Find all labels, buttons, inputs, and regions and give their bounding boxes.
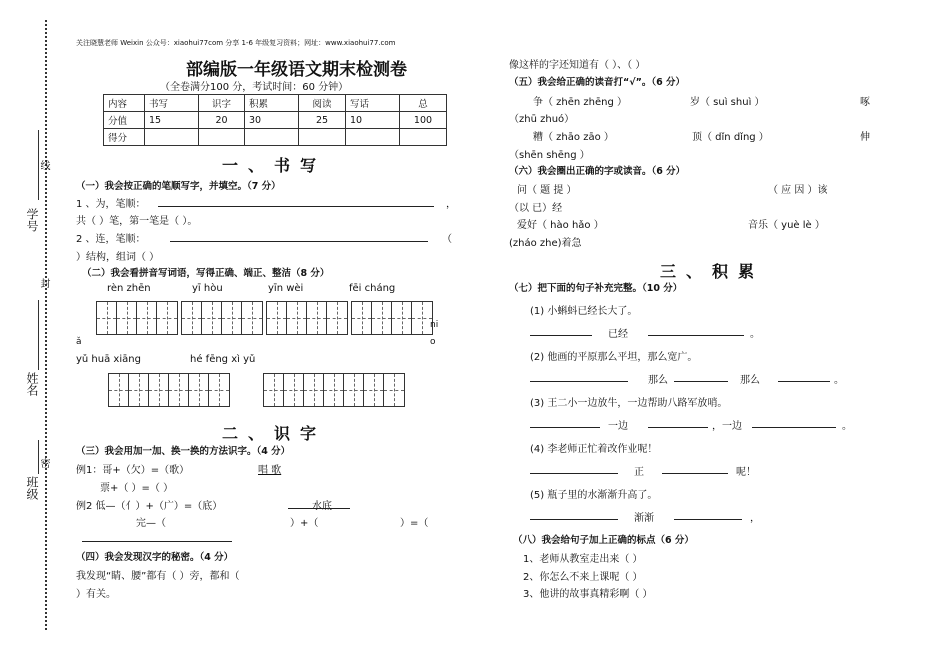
ex1-line2: 票+（ ）=（ ） <box>100 483 174 494</box>
top-line: 像这样的字还知道有（ ）、（ ） <box>509 60 646 71</box>
feng-mark: 封 <box>38 278 49 288</box>
mi-mark: 密 <box>38 458 49 468</box>
q5-row3c: 伸 <box>860 132 870 143</box>
fill-line[interactable] <box>530 381 628 382</box>
table-cell: 100 <box>400 112 447 129</box>
punct: 。 <box>834 375 844 386</box>
ex2-answer-line[interactable] <box>82 541 232 542</box>
sentence-1: (1) 小蝌蚪已经长大了。 <box>530 306 638 317</box>
banji-line <box>38 440 39 474</box>
q6-row1b[interactable]: （ 应 因 ）该 <box>768 185 828 196</box>
fill-line[interactable] <box>752 427 836 428</box>
punct: 。 <box>750 329 760 340</box>
q6-row4[interactable]: (zháo zhe)着急 <box>509 238 582 249</box>
page-subtitle: （全卷满分100 分，考试时间：60 分钟） <box>160 82 349 93</box>
fill-line[interactable] <box>530 473 618 474</box>
xian-mark: 线 <box>38 160 49 170</box>
fill-line[interactable] <box>530 335 592 336</box>
table-cell: 积累 <box>245 95 299 112</box>
q6-row3a[interactable]: 爱好（ hào hǎo ） <box>517 220 604 231</box>
score-input-cell[interactable] <box>145 129 199 146</box>
score-input-cell[interactable] <box>346 129 400 146</box>
score-input-cell[interactable] <box>199 129 245 146</box>
score-input-cell[interactable] <box>245 129 299 146</box>
ex2-line2-b: ）+（ <box>290 518 319 529</box>
writing-grid[interactable] <box>351 301 433 335</box>
sentence-4-fill2: 呢！ <box>736 467 756 478</box>
ex2-answer-underline <box>288 508 350 509</box>
q5-row3b[interactable]: 顶（ dǐn dǐng ） <box>692 132 769 143</box>
writing-grid[interactable] <box>266 301 348 335</box>
sentence-2-fill2: 那么 <box>740 375 760 386</box>
sentence-4: (4) 李老师正忙着改作业呢！ <box>530 444 658 455</box>
sentence-3-fill1: 一边 <box>608 421 628 432</box>
ex2-line2-c: ）=（ <box>400 518 429 529</box>
sentence-4-fill1: 正 <box>634 467 644 478</box>
q1-answer-line1[interactable] <box>158 206 434 207</box>
punct-sentence-1[interactable]: 1、老师从教室走出来（ ） <box>523 554 643 565</box>
sentence-3: (3) 王二小一边放牛，一边帮助八路军放哨。 <box>530 398 728 409</box>
xingming-label: 姓名 <box>25 372 39 396</box>
fill-line[interactable] <box>674 381 728 382</box>
q5-row2[interactable]: （zhū zhuó） <box>509 114 575 125</box>
q2-title: （二）我会看拼音写词语，写得正确、端正、整洁（8 分） <box>82 268 330 279</box>
section3-heading: 三、积累 <box>660 262 765 281</box>
section2-heading: 二、识字 <box>222 424 327 443</box>
punct: 。 <box>842 421 852 432</box>
table-cell: 阅读 <box>299 95 346 112</box>
fill-line[interactable] <box>530 427 600 428</box>
q3-title: （三）我会用加一加、换一换的方法识字。（4 分） <box>76 446 291 457</box>
q5-row3a[interactable]: 糟（ zhāo zāo ） <box>533 132 614 143</box>
ex1-label: 例1：哥+（欠）=（歌） <box>76 465 190 476</box>
pinyin-word: yīn wèi <box>268 283 304 294</box>
table-cell: 内容 <box>104 95 145 112</box>
section1-heading: 一、书写 <box>222 156 327 175</box>
fill-line[interactable] <box>648 335 744 336</box>
q6-title: （六）我会圈出正确的字或读音。（6 分） <box>509 166 686 177</box>
table-cell: 识字 <box>199 95 245 112</box>
stray-o: o <box>430 337 436 347</box>
writing-grid[interactable] <box>263 373 405 407</box>
q1-line2: 共（ ）笔，第一笔是（ ）。 <box>76 216 198 227</box>
score-table <box>103 94 447 146</box>
xuehao-label: 学号 <box>25 208 39 232</box>
table-cell: 20 <box>199 112 245 129</box>
pinyin-word: hé fēng xì yǔ <box>190 354 256 365</box>
sentence-2-fill1: 那么 <box>648 375 668 386</box>
q4-title: （四）我会发现汉字的秘密。（4 分） <box>76 552 234 563</box>
q1-line3: 2 、连，笔顺： <box>76 234 146 245</box>
table-cell: 书写 <box>145 95 199 112</box>
ex2-line2-a: 完—（ <box>136 518 166 529</box>
table-cell: 分值 <box>104 112 145 129</box>
fill-line[interactable] <box>778 381 830 382</box>
table-cell: 写话 <box>346 95 400 112</box>
xingming-line <box>38 300 39 370</box>
writing-grid[interactable] <box>181 301 263 335</box>
q1-line1-end: ， <box>446 199 456 210</box>
page-title: 部编版一年级语文期末检测卷 <box>186 60 407 80</box>
q1-answer-line2[interactable] <box>170 241 428 242</box>
table-cell: 得分 <box>104 129 145 146</box>
q1-line3-end: （ <box>442 234 452 245</box>
sentence-5-fill: 渐渐 <box>634 513 654 524</box>
ex2-answer: 水底 <box>312 501 332 512</box>
pinyin-word: rèn zhēn <box>107 283 151 294</box>
score-input-cell[interactable] <box>400 129 447 146</box>
ex1-answer: 唱 歌 <box>258 465 282 476</box>
score-header-row <box>104 95 447 112</box>
header-note: 关注晓慧老师 Weixin 公众号：xiaohui77com 分享 1-6 年级复习资料；网址：www.xiaohui77.com <box>76 39 396 47</box>
q4-line2: ）有关。 <box>76 589 116 600</box>
fill-line[interactable] <box>648 427 708 428</box>
punct-sentence-2[interactable]: 2、你怎么不来上课呢（ ） <box>523 572 643 583</box>
q1-line1: 1 、为，笔顺： <box>76 199 146 210</box>
fill-line[interactable] <box>662 473 728 474</box>
punct-sentence-3[interactable]: 3、他讲的故事真精彩啊（ ） <box>523 589 653 600</box>
table-cell: 25 <box>299 112 346 129</box>
q5-row1b[interactable]: 岁（ suì shuì ） <box>690 97 765 108</box>
stray-ni: ni <box>430 320 439 330</box>
q5-row1a[interactable]: 争（ zhēn zhēng ） <box>533 97 628 108</box>
pinyin-word: yǔ huā xiāng <box>76 354 141 365</box>
q5-row4[interactable]: （shēn shēng ） <box>509 150 590 161</box>
sentence-1-fill: 已经 <box>608 329 628 340</box>
table-cell: 总 <box>400 95 447 112</box>
q8-title: （八）我会给句子加上正确的标点（6 分） <box>513 535 694 546</box>
q1-title: （一）我会按正确的笔顺写字，并填空。（7 分） <box>76 181 281 192</box>
sentence-3-fill2: ，一边 <box>712 421 742 432</box>
writing-grid[interactable] <box>108 373 230 407</box>
pinyin-word: yī hòu <box>192 283 223 294</box>
table-cell: 15 <box>145 112 199 129</box>
score-value-row <box>104 112 447 129</box>
q5-row1c: 啄 <box>860 97 870 108</box>
ex2-label: 例2 低—（亻）+（广）=（底） <box>76 501 223 512</box>
banji-label: 班级 <box>25 476 39 500</box>
q6-row3b[interactable]: 音乐（ yuè lè ） <box>748 220 825 231</box>
sentence-2: (2) 他画的平原那么平坦，那么宽广。 <box>530 352 698 363</box>
table-cell: 10 <box>346 112 400 129</box>
score-input-cell[interactable] <box>299 129 346 146</box>
q5-title: （五）我会给正确的读音打“√”。（6 分） <box>509 77 685 88</box>
q4-line1: 我发现“睛、腰”都有（ ）旁，都和（ <box>76 571 240 582</box>
fill-line[interactable] <box>674 519 742 520</box>
sentence-5: (5) 瓶子里的水渐渐升高了。 <box>530 490 658 501</box>
score-blank-row <box>104 129 447 146</box>
q6-row1a[interactable]: 问（ 题 提 ） <box>517 185 577 196</box>
writing-grid[interactable] <box>96 301 178 335</box>
fill-line[interactable] <box>530 519 618 520</box>
q6-row2[interactable]: （以 已）经 <box>509 203 563 214</box>
punct: ， <box>750 513 760 524</box>
stray-a: ǎ <box>76 337 82 347</box>
table-cell: 30 <box>245 112 299 129</box>
q7-title: （七）把下面的句子补充完整。（10 分） <box>509 283 683 294</box>
q1-line4: ）结构，组词（ ） <box>76 252 160 263</box>
pinyin-word: fēi cháng <box>349 283 396 294</box>
binding-dotted-line <box>45 20 47 630</box>
